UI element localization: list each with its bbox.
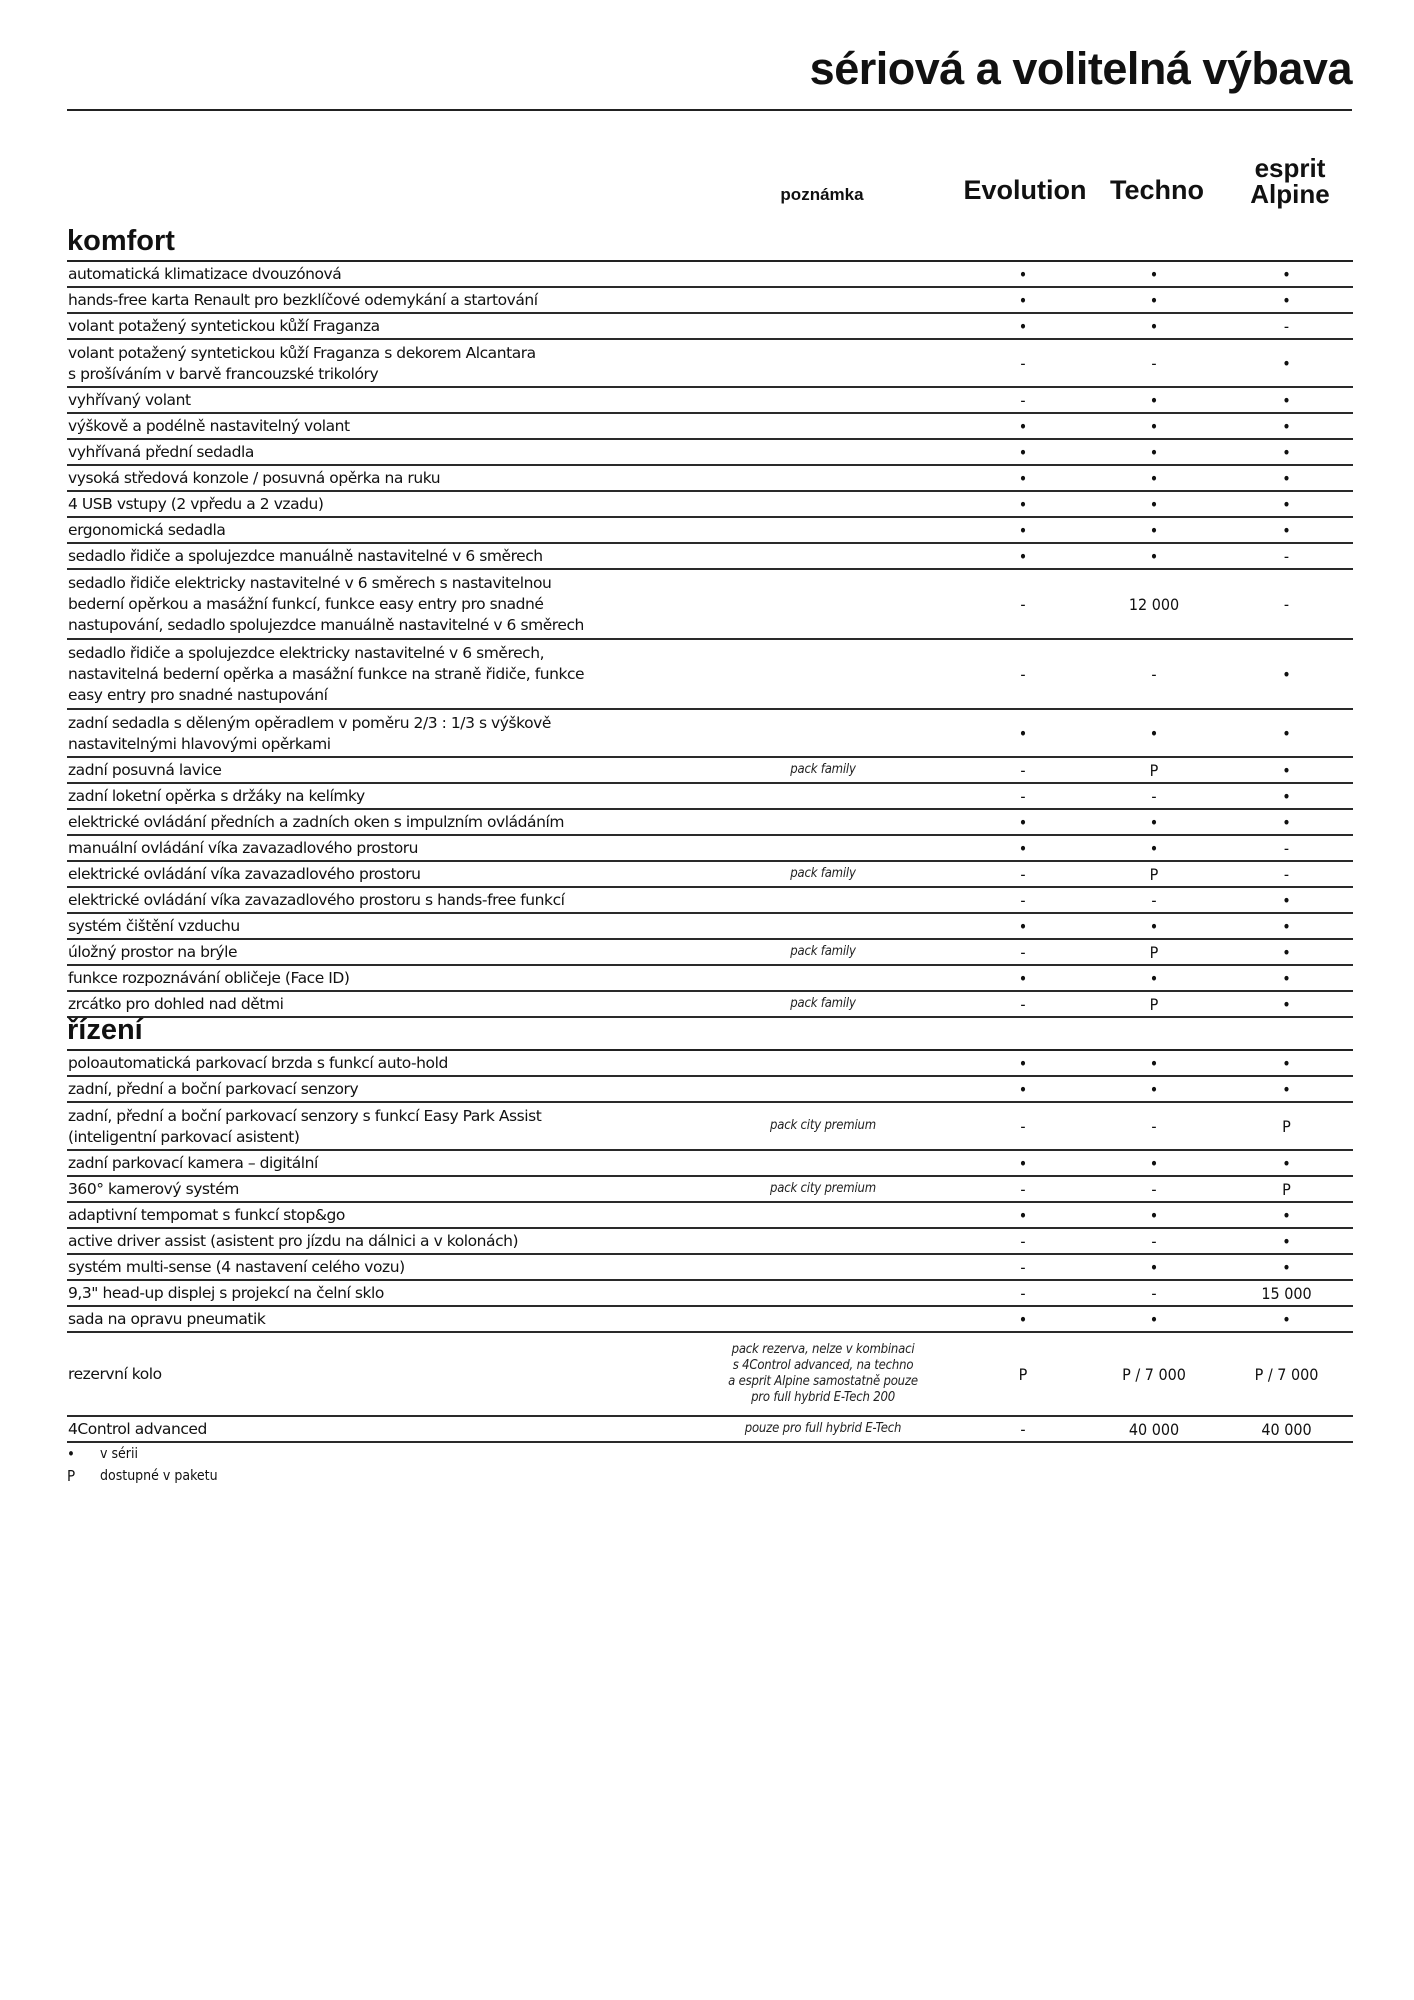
feature-label: elektrické ovládání víka zavazadlového prostoru s hands-free funkcí — [67, 887, 688, 913]
table-row — [67, 517, 1353, 543]
evolution-value: - — [958, 339, 1088, 387]
table-row — [67, 709, 1353, 757]
feature-label: zrcátko pro dohled nad dětmi — [67, 991, 688, 1017]
techno-value: P — [1088, 939, 1220, 965]
feature-note — [688, 1202, 958, 1228]
techno-value: P — [1088, 757, 1220, 783]
techno-value: - — [1088, 887, 1220, 913]
techno-value: • — [1088, 1202, 1220, 1228]
table-row — [67, 1306, 1353, 1332]
evolution-value: - — [958, 387, 1088, 413]
feature-note: pack rezerva, nelze v kombinaci s 4Control advanced, na techno a esprit Alpine samostatně pouze pro full hybrid E-Tech 200 — [688, 1332, 958, 1416]
feature-note — [688, 413, 958, 439]
techno-value: • — [1088, 465, 1220, 491]
section-title: řízení — [67, 1014, 143, 1046]
feature-label: adaptivní tempomat s funkcí stop&go — [67, 1202, 688, 1228]
alpine-value: • — [1220, 517, 1353, 543]
evolution-value: - — [958, 861, 1088, 887]
feature-label: elektrické ovládání předních a zadních oken s impulzním ovládáním — [67, 809, 688, 835]
evolution-value: - — [958, 1228, 1088, 1254]
feature-note — [688, 439, 958, 465]
feature-note — [688, 517, 958, 543]
table-row — [67, 939, 1353, 965]
feature-label: poloautomatická parkovací brzda s funkcí auto-hold — [67, 1050, 688, 1076]
feature-label: úložný prostor na brýle — [67, 939, 688, 965]
table-row — [67, 887, 1353, 913]
section-komfort — [67, 222, 1352, 1018]
feature-note: pouze pro full hybrid E-Tech — [688, 1416, 958, 1442]
feature-label: sedadlo řidiče a spolujezdce manuálně nastavitelné v 6 směrech — [67, 543, 688, 569]
techno-value: - — [1088, 783, 1220, 809]
feature-note: pack family — [688, 861, 958, 887]
feature-label: active driver assist (asistent pro jízdu na dálnici a v kolonách) — [67, 1228, 688, 1254]
feature-label: sedadlo řidiče elektricky nastavitelné v 6 směrech s nastavitelnou bederní opěrkou a masážní funkcí, funkce easy entry pro snadné nastupování, sedadlo spolujezdce manuálně nastavitelné v 6 směrech — [67, 569, 688, 639]
package-symbol: P — [67, 1467, 76, 1485]
table-row — [67, 387, 1353, 413]
alpine-value: - — [1220, 313, 1353, 339]
section-title: komfort — [67, 225, 175, 257]
techno-value: - — [1088, 1228, 1220, 1254]
table-row — [67, 861, 1353, 887]
techno-value: • — [1088, 517, 1220, 543]
feature-note: pack family — [688, 939, 958, 965]
feature-label: 360° kamerový systém — [67, 1176, 688, 1202]
feature-note — [688, 913, 958, 939]
evolution-value: • — [958, 465, 1088, 491]
evolution-value: - — [958, 569, 1088, 639]
table-row — [67, 783, 1353, 809]
column-header-techno: Techno — [1110, 175, 1204, 205]
feature-note — [688, 387, 958, 413]
techno-value: • — [1088, 261, 1220, 287]
table-row — [67, 1202, 1353, 1228]
feature-note — [688, 809, 958, 835]
feature-label: automatická klimatizace dvouzónová — [67, 261, 688, 287]
evolution-value: • — [958, 1202, 1088, 1228]
column-header-evolution: Evolution — [963, 175, 1087, 205]
techno-value: • — [1088, 543, 1220, 569]
alpine-value: • — [1220, 709, 1353, 757]
alpine-value: • — [1220, 1306, 1353, 1332]
feature-label: 4Control advanced — [67, 1416, 688, 1442]
alpine-value: • — [1220, 1228, 1353, 1254]
alpine-value: • — [1220, 465, 1353, 491]
evolution-value: • — [958, 1150, 1088, 1176]
techno-value: • — [1088, 413, 1220, 439]
feature-label: rezervní kolo — [67, 1332, 688, 1416]
alpine-value: P — [1220, 1102, 1353, 1150]
alpine-value: • — [1220, 1150, 1353, 1176]
alpine-value: • — [1220, 491, 1353, 517]
techno-value: • — [1088, 1306, 1220, 1332]
evolution-value: • — [958, 491, 1088, 517]
alpine-value: • — [1220, 913, 1353, 939]
alpine-value: - — [1220, 543, 1353, 569]
evolution-value: • — [958, 543, 1088, 569]
legend-item-standard — [67, 1443, 218, 1465]
table-row — [67, 439, 1353, 465]
techno-value: • — [1088, 913, 1220, 939]
evolution-value: P — [958, 1332, 1088, 1416]
feature-note — [688, 1150, 958, 1176]
techno-value: • — [1088, 1050, 1220, 1076]
evolution-value: • — [958, 1076, 1088, 1102]
evolution-value: - — [958, 639, 1088, 709]
feature-note — [688, 965, 958, 991]
evolution-value: • — [958, 835, 1088, 861]
table-row — [67, 913, 1353, 939]
section-rizeni — [67, 1011, 1352, 1443]
techno-value: • — [1088, 1150, 1220, 1176]
evolution-value: - — [958, 887, 1088, 913]
table-row — [67, 261, 1353, 287]
alpine-value: P — [1220, 1176, 1353, 1202]
feature-note — [688, 709, 958, 757]
alpine-value: • — [1220, 809, 1353, 835]
column-header-note: poznámka — [780, 185, 864, 204]
table-row — [67, 339, 1353, 387]
techno-value: - — [1088, 639, 1220, 709]
feature-label: 9,3" head-up displej s projekcí na čelní sklo — [67, 1280, 688, 1306]
evolution-value: • — [958, 1050, 1088, 1076]
alpine-value: 40 000 — [1220, 1416, 1353, 1442]
feature-note — [688, 1228, 958, 1254]
alpine-value: P / 7 000 — [1220, 1332, 1353, 1416]
techno-value: • — [1088, 387, 1220, 413]
techno-value: • — [1088, 709, 1220, 757]
feature-label: zadní sedadla s děleným opěradlem v poměru 2/3 : 1/3 s výškově nastavitelnými hlavovými opěrkami — [67, 709, 688, 757]
techno-value: 12 000 — [1088, 569, 1220, 639]
alpine-value: • — [1220, 887, 1353, 913]
feature-note: pack city premium — [688, 1176, 958, 1202]
feature-label: vyhřívaná přední sedadla — [67, 439, 688, 465]
evolution-value: • — [958, 1306, 1088, 1332]
alpine-value: • — [1220, 639, 1353, 709]
evolution-value: - — [958, 783, 1088, 809]
feature-label: funkce rozpoznávání obličeje (Face ID) — [67, 965, 688, 991]
feature-note — [688, 569, 958, 639]
table-row — [67, 1176, 1353, 1202]
alpine-value: • — [1220, 339, 1353, 387]
legend — [67, 1443, 218, 1487]
feature-label: 4 USB vstupy (2 vpředu a 2 vzadu) — [67, 491, 688, 517]
alpine-value: • — [1220, 439, 1353, 465]
feature-label: manuální ovládání víka zavazadlového prostoru — [67, 835, 688, 861]
feature-label: zadní, přední a boční parkovací senzory — [67, 1076, 688, 1102]
evolution-value: - — [958, 1280, 1088, 1306]
legend-text: dostupné v paketu — [100, 1468, 218, 1484]
techno-value: • — [1088, 1076, 1220, 1102]
feature-label: výškově a podélně nastavitelný volant — [67, 413, 688, 439]
legend-item-package — [67, 1465, 218, 1487]
evolution-value: - — [958, 1416, 1088, 1442]
feature-label: zadní, přední a boční parkovací senzory s funkcí Easy Park Assist (inteligentní parkovací asistent) — [67, 1102, 688, 1150]
table-row — [67, 1102, 1353, 1150]
evolution-value: • — [958, 313, 1088, 339]
table-row — [67, 639, 1353, 709]
table-row — [67, 1416, 1353, 1442]
feature-note — [688, 1280, 958, 1306]
feature-note — [688, 287, 958, 313]
techno-value: • — [1088, 835, 1220, 861]
feature-note — [688, 639, 958, 709]
techno-value: • — [1088, 439, 1220, 465]
evolution-value: - — [958, 1254, 1088, 1280]
feature-label: volant potažený syntetickou kůží Fraganza s dekorem Alcantara s prošíváním v barvě francouzské trikolóry — [67, 339, 688, 387]
alpine-value: • — [1220, 387, 1353, 413]
feature-label: systém čištění vzduchu — [67, 913, 688, 939]
alpine-value: - — [1220, 861, 1353, 887]
feature-note: pack family — [688, 991, 958, 1017]
table-row — [67, 965, 1353, 991]
techno-value: • — [1088, 809, 1220, 835]
feature-label: hands-free karta Renault pro bezklíčové odemykání a startování — [67, 287, 688, 313]
feature-label: volant potažený syntetickou kůží Fraganza — [67, 313, 688, 339]
feature-label: zadní loketní opěrka s držáky na kelímky — [67, 783, 688, 809]
evolution-value: - — [958, 1176, 1088, 1202]
evolution-value: • — [958, 413, 1088, 439]
alpine-value: - — [1220, 835, 1353, 861]
alpine-value: • — [1220, 413, 1353, 439]
techno-value: - — [1088, 1280, 1220, 1306]
alpine-value: • — [1220, 965, 1353, 991]
feature-label: zadní posuvná lavice — [67, 757, 688, 783]
table-row — [67, 543, 1353, 569]
evolution-value: - — [958, 1102, 1088, 1150]
feature-note — [688, 1306, 958, 1332]
evolution-value: - — [958, 991, 1088, 1017]
column-header-alpine-line1: esprit — [1254, 153, 1326, 183]
feature-note — [688, 783, 958, 809]
feature-note — [688, 1050, 958, 1076]
evolution-value: • — [958, 709, 1088, 757]
alpine-value: • — [1220, 1202, 1353, 1228]
techno-value: • — [1088, 313, 1220, 339]
techno-value: 40 000 — [1088, 1416, 1220, 1442]
evolution-value: • — [958, 287, 1088, 313]
alpine-value: • — [1220, 1254, 1353, 1280]
evolution-value: • — [958, 913, 1088, 939]
table-row — [67, 757, 1353, 783]
table-row — [67, 1150, 1353, 1176]
evolution-value: • — [958, 261, 1088, 287]
alpine-value: 15 000 — [1220, 1280, 1353, 1306]
techno-value: P / 7 000 — [1088, 1332, 1220, 1416]
table-row — [67, 465, 1353, 491]
column-header-alpine-line2: Alpine — [1250, 179, 1330, 209]
alpine-value: • — [1220, 1076, 1353, 1102]
evolution-value: • — [958, 439, 1088, 465]
evolution-value: • — [958, 809, 1088, 835]
bullet-symbol: • — [67, 1445, 75, 1463]
alpine-value: • — [1220, 783, 1353, 809]
alpine-value: • — [1220, 939, 1353, 965]
table-row — [67, 1050, 1353, 1076]
table-row — [67, 1076, 1353, 1102]
alpine-value: - — [1220, 569, 1353, 639]
table-row — [67, 287, 1353, 313]
feature-label: vysoká středová konzole / posuvná opěrka na ruku — [67, 465, 688, 491]
techno-value: - — [1088, 1176, 1220, 1202]
features-table-rizeni — [67, 1049, 1353, 1443]
page-title: sériová a volitelná výbava — [809, 43, 1352, 94]
table-row — [67, 809, 1353, 835]
features-table-komfort — [67, 260, 1353, 1018]
techno-value: P — [1088, 861, 1220, 887]
alpine-value: • — [1220, 1050, 1353, 1076]
evolution-value: • — [958, 965, 1088, 991]
feature-label: ergonomická sedadla — [67, 517, 688, 543]
feature-note — [688, 465, 958, 491]
table-row — [67, 1254, 1353, 1280]
feature-label: zadní parkovací kamera – digitální — [67, 1150, 688, 1176]
feature-note — [688, 261, 958, 287]
feature-note — [688, 887, 958, 913]
feature-label: sada na opravu pneumatik — [67, 1306, 688, 1332]
table-row — [67, 491, 1353, 517]
techno-value: • — [1088, 287, 1220, 313]
alpine-value: • — [1220, 757, 1353, 783]
evolution-value: • — [958, 517, 1088, 543]
techno-value: • — [1088, 1254, 1220, 1280]
evolution-value: - — [958, 757, 1088, 783]
feature-note: pack city premium — [688, 1102, 958, 1150]
feature-label: vyhřívaný volant — [67, 387, 688, 413]
column-header-esprit-alpine — [1225, 155, 1355, 207]
legend-text: v sérii — [100, 1446, 138, 1462]
alpine-value: • — [1220, 261, 1353, 287]
table-row — [67, 1280, 1353, 1306]
feature-note — [688, 835, 958, 861]
feature-label: systém multi-sense (4 nastavení celého vozu) — [67, 1254, 688, 1280]
feature-label: sedadlo řidiče a spolujezdce elektricky nastavitelné v 6 směrech, nastavitelná bederní opěrka a masážní funkce na straně řidiče, funkce easy entry pro snadné nastupování — [67, 639, 688, 709]
techno-value: • — [1088, 491, 1220, 517]
techno-value: • — [1088, 965, 1220, 991]
table-row — [67, 313, 1353, 339]
table-row — [67, 413, 1353, 439]
alpine-value: • — [1220, 287, 1353, 313]
feature-note — [688, 1076, 958, 1102]
table-row — [67, 835, 1353, 861]
feature-note — [688, 543, 958, 569]
techno-value: - — [1088, 339, 1220, 387]
table-row — [67, 569, 1353, 639]
title-divider — [67, 109, 1352, 111]
feature-note — [688, 491, 958, 517]
feature-note: pack family — [688, 757, 958, 783]
feature-note — [688, 339, 958, 387]
feature-note — [688, 1254, 958, 1280]
table-row — [67, 1332, 1353, 1416]
feature-note — [688, 313, 958, 339]
alpine-value: • — [1220, 991, 1353, 1017]
evolution-value: - — [958, 939, 1088, 965]
feature-label: elektrické ovládání víka zavazadlového prostoru — [67, 861, 688, 887]
table-row — [67, 1228, 1353, 1254]
techno-value: P — [1088, 991, 1220, 1017]
techno-value: - — [1088, 1102, 1220, 1150]
